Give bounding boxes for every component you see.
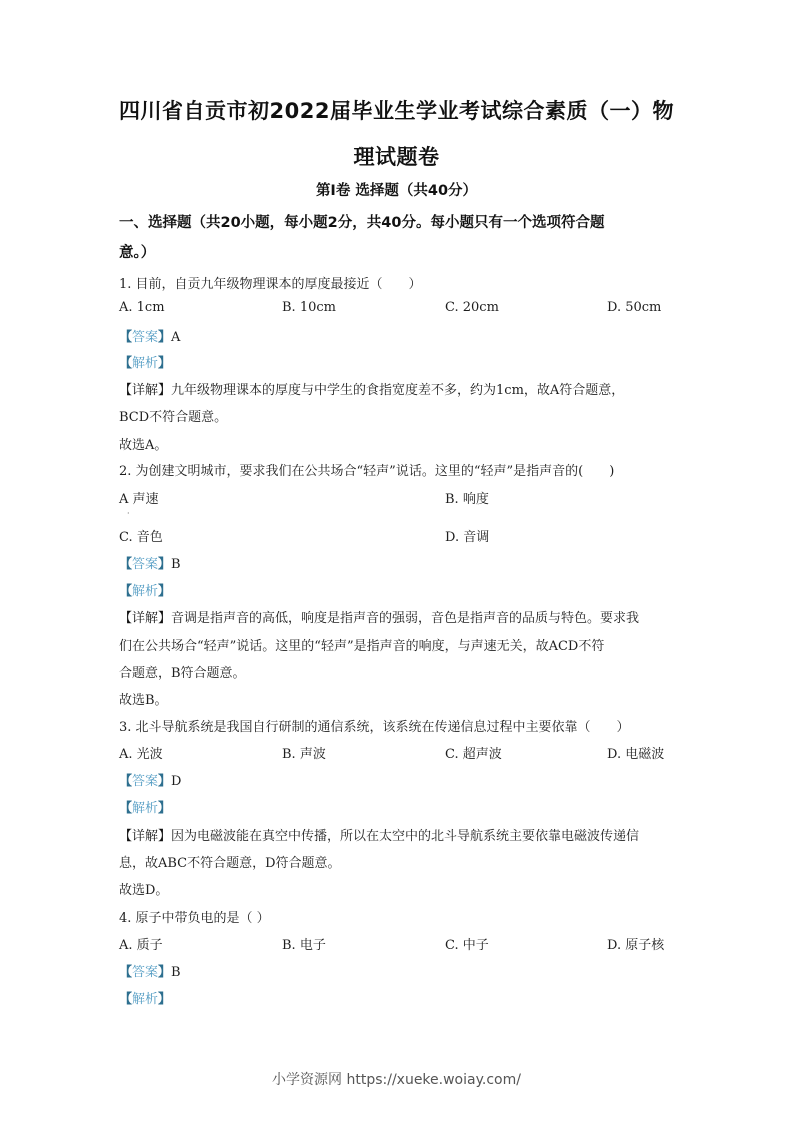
detail-text: 音调是指声音的高低，响度是指声音的强弱，音色是指声音的品质与特色。要求我 xyxy=(171,611,640,626)
question-2-detail-line-2: 们在公共场合“轻声”说话。这里的“轻声”是指声音的响度，与声速无关，故ACD不符 xyxy=(119,639,605,654)
section-heading-line-1: 一、选择题（共20小题，每小题2分，共40分。每小题只有一个选项符合题 xyxy=(119,215,605,231)
answer-bracket-left: 【 xyxy=(119,330,133,345)
detail-text: 因为电磁波能在真空中传播，所以在太空中的北斗导航系统主要依靠电磁波传递信 xyxy=(171,829,640,844)
document-title-line-1: 四川省自贡市初2022届毕业生学业考试综合素质（一）物 xyxy=(119,99,674,123)
question-2-option-c: C. 音色 xyxy=(119,530,163,545)
analysis-bracket-right: 】 xyxy=(158,584,172,599)
analysis-bracket-left: 【 xyxy=(119,356,133,371)
question-4-answer xyxy=(119,961,679,980)
question-1-conclusion: 故选A。 xyxy=(119,438,168,453)
analysis-label: 解析 xyxy=(132,992,159,1007)
question-3-option-a: A. 光波 xyxy=(119,747,163,762)
answer-label: 答案 xyxy=(132,330,159,345)
detail-label: 【详解】 xyxy=(119,829,172,844)
question-1-option-b: B. 10cm xyxy=(282,300,336,315)
analysis-bracket-left: 【 xyxy=(119,992,133,1007)
question-4-option-c: C. 中子 xyxy=(445,938,489,953)
answer-value: D xyxy=(171,774,182,789)
analysis-bracket-right: 】 xyxy=(158,801,172,816)
question-3-analysis-label xyxy=(119,797,679,816)
question-1-option-a: A. 1cm xyxy=(119,300,165,315)
analysis-bracket-right: 】 xyxy=(158,992,172,1007)
answer-bracket-right: 】 xyxy=(158,774,172,789)
question-3-detail-line-1 xyxy=(119,825,679,844)
question-2-conclusion: 故选B。 xyxy=(119,693,168,708)
question-4-option-a: A. 质子 xyxy=(119,938,163,953)
question-1-answer xyxy=(119,326,679,345)
question-4-analysis-label xyxy=(119,988,679,1007)
question-4-option-b: B. 电子 xyxy=(282,938,326,953)
question-2-option-a: A 声速 xyxy=(119,492,159,507)
question-1-stem: 1. 目前，自贡九年级物理课本的厚度最接近（ ） xyxy=(119,277,422,292)
question-1-detail-line-1 xyxy=(119,379,679,398)
footer-watermark: 小学资源网 https://xueke.woiay.com/ xyxy=(272,1072,521,1088)
document-title-line-2: 理试题卷 xyxy=(353,145,440,169)
answer-value: B xyxy=(171,557,181,572)
answer-bracket-left: 【 xyxy=(119,965,133,980)
analysis-bracket-left: 【 xyxy=(119,801,133,816)
answer-bracket-right: 】 xyxy=(158,557,172,572)
analysis-bracket-right: 】 xyxy=(158,356,172,371)
answer-value: B xyxy=(171,965,181,980)
answer-value: A xyxy=(171,330,181,345)
question-1-option-c: C. 20cm xyxy=(445,300,499,315)
answer-bracket-right: 】 xyxy=(158,965,172,980)
question-2-answer xyxy=(119,553,679,572)
question-2-option-d: D. 音调 xyxy=(445,530,490,545)
answer-label: 答案 xyxy=(132,965,159,980)
analysis-label: 解析 xyxy=(132,584,159,599)
analysis-bracket-left: 【 xyxy=(119,584,133,599)
question-3-option-c: C. 超声波 xyxy=(445,747,502,762)
question-3-answer xyxy=(119,770,679,789)
question-3-detail-line-2: 息，故ABC不符合题意，D符合题意。 xyxy=(119,856,341,871)
question-4-option-d: D. 原子核 xyxy=(607,938,665,953)
question-4-stem: 4. 原子中带负电的是（ ） xyxy=(119,911,270,926)
analysis-label: 解析 xyxy=(132,801,159,816)
answer-bracket-left: 【 xyxy=(119,774,133,789)
answer-label: 答案 xyxy=(132,774,159,789)
section-heading-line-2: 意。） xyxy=(119,245,156,261)
answer-bracket-left: 【 xyxy=(119,557,133,572)
question-2-analysis-label xyxy=(119,580,679,599)
question-2-option-b: B. 响度 xyxy=(445,492,489,507)
question-2-stem: 2. 为创建文明城市，要求我们在公共场合“轻声”说话。这里的“轻声”是指声音的( ) xyxy=(119,464,615,479)
answer-bracket-right: 】 xyxy=(158,330,172,345)
part-heading: 第Ⅰ卷 选择题（共40分） xyxy=(315,183,478,199)
detail-text: 九年级物理课本的厚度与中学生的食指宽度差不多，约为1cm，故A符合题意， xyxy=(171,383,625,398)
question-3-stem: 3. 北斗导航系统是我国自行研制的通信系统，该系统在传递信息过程中主要依靠（ ） xyxy=(119,720,630,735)
answer-label: 答案 xyxy=(132,557,159,572)
question-3-conclusion: 故选D。 xyxy=(119,883,169,898)
question-1-detail-line-2: BCD不符合题意。 xyxy=(119,410,228,425)
question-2-detail-line-1 xyxy=(119,607,679,626)
detail-label: 【详解】 xyxy=(119,611,172,626)
question-2-detail-line-3: 合题意，B符合题意。 xyxy=(119,666,246,681)
question-3-option-d: D. 电磁波 xyxy=(607,747,665,762)
detail-label: 【详解】 xyxy=(119,383,172,398)
stray-dot-mark: · xyxy=(127,509,130,518)
question-1-option-d: D. 50cm xyxy=(607,300,662,315)
question-3-option-b: B. 声波 xyxy=(282,747,326,762)
analysis-label: 解析 xyxy=(132,356,159,371)
question-1-analysis-label xyxy=(119,352,679,371)
